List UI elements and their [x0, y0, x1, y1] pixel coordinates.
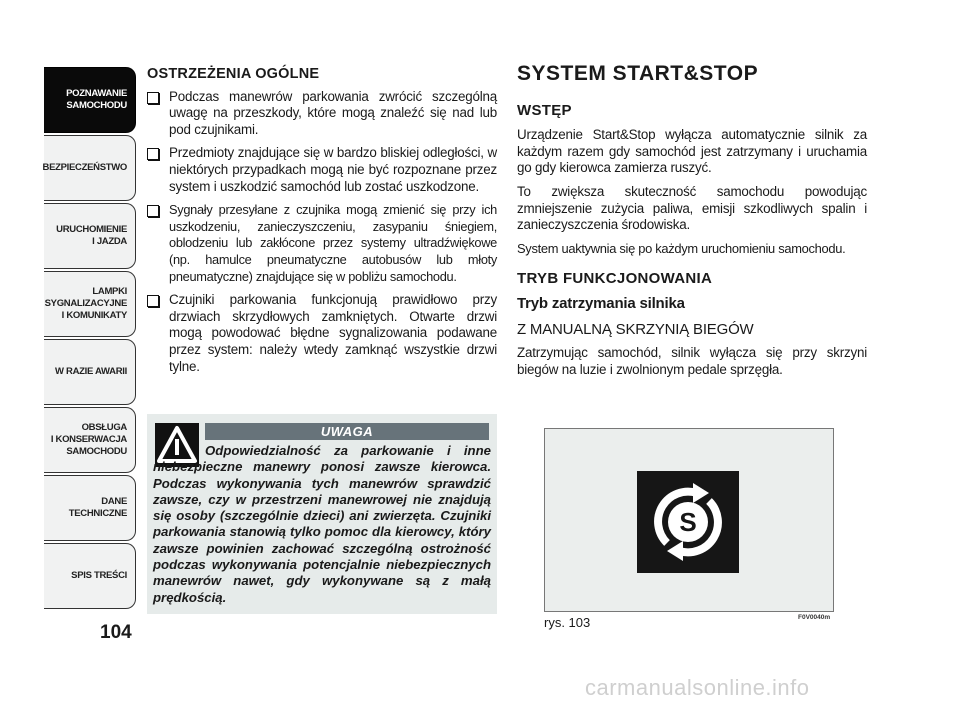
mode-subheading: Tryb zatrzymania silnika	[517, 294, 685, 312]
tab-bezpieczenstwo[interactable]: BEZPIECZEŃSTWO	[44, 135, 136, 201]
page-number: 104	[100, 622, 132, 643]
tab-obsluga-i-konserwacja[interactable]: OBSŁUGA I KONSERWACJA SAMOCHODU	[44, 407, 136, 473]
checkbox-bullet-icon	[147, 295, 159, 307]
left-column	[147, 66, 497, 382]
checkbox-bullet-icon	[147, 92, 159, 104]
warning-box	[147, 414, 497, 614]
tab-w-razie-awarii[interactable]: W RAZIE AWARII	[44, 339, 136, 405]
list-item	[147, 145, 497, 195]
figure-caption: rys. 103	[544, 615, 591, 630]
warning-title: UWAGA	[205, 423, 489, 440]
tab-poznawanie-samochodu[interactable]: POZNAWANIE SAMOCHODU	[44, 67, 136, 133]
tab-uruchomienie-i-jazda[interactable]: URUCHOMIENIE I JAZDA	[44, 203, 136, 269]
watermark: carmanualsonline.info	[585, 675, 810, 700]
tab-dane-techniczne[interactable]: DANE TECHNICZNE	[44, 475, 136, 541]
figure-code: F0V0040m	[798, 614, 831, 621]
warning-text: Odpowiedzialność za parkowanie i inne niebezpieczne manewry ponosi zawsze kierowca. Podczas wykonywania tych manewrów sprawdzić zawsze, czy w przestrzeni manewrowej nie znajdują się osoby (szczególnie dzieci) ani zwierzęta. Czujniki parkowania stanowią tylko pomoc dla kierowcy, który zawsze powinien zachować szczególną ostrożność podczas wykonywania potencjalnie niebezpiecznych manewrów nawet, gdy wykonywane są z małą prędkością.	[153, 443, 491, 605]
list-item-text: Czujniki parkowania funkcjonują prawidłowo przy drzwiach skrzydłowych zamkniętych. Otwarte drzwi mogą powodować błędne sygnalizowania podawane przez system: należy wtedy zamknąć wszystkie drzwi tylne.	[169, 292, 497, 374]
start-stop-letter: S	[679, 507, 697, 537]
gearbox-heading: Z MANUALNĄ SKRZYNIĄ BIEGÓW	[517, 320, 754, 338]
start-stop-icon	[637, 471, 739, 573]
list-item	[147, 89, 497, 139]
right-column	[517, 62, 867, 385]
mode-heading: TRYB FUNKCJONOWANIA	[517, 270, 713, 288]
figure-box	[544, 428, 834, 612]
list-item-text: Podczas manewrów parkowania zwrócić szczególną uwagę na przeszkody, które mogą znaleźć się nad lub pod czujnikami.	[169, 88, 497, 137]
paragraph: To zwiększa skuteczność samochodu powodując zmniejszenie zużycia paliwa, emisji szkodliwych spalin i zanieczyszczenia środowiska.	[517, 183, 867, 233]
checkbox-bullet-icon	[147, 205, 159, 217]
section-heading: OSTRZEŻENIA OGÓLNE	[147, 66, 320, 82]
paragraph: Zatrzymując samochód, silnik wyłącza się przy skrzyni biegów na luzie i zwolnionym pedale sprzęgła.	[517, 345, 867, 377]
paragraph: Urządzenie Start&Stop wyłącza automatycznie silnik za każdym razem gdy samochód jest zatrzymany i uruchamia go gdy kierowca zamierza ruszyć.	[517, 127, 867, 176]
checkbox-bullet-icon	[147, 148, 159, 160]
paragraph: System uaktywnia się po każdym uruchomieniu samochodu.	[517, 240, 846, 256]
page-title: SYSTEM START&STOP	[517, 62, 759, 85]
section-tabs	[44, 67, 136, 611]
list-item-text: Przedmioty znajdujące się w bardzo bliskiej odległości, w niektórych przypadkach mogą nie być rozpoznane przez system i uszkodzić samochód lub zostać uszkodzone.	[169, 145, 497, 194]
tab-lampki-sygnalizacyjne[interactable]: LAMPKI SYGNALIZACYJNE I KOMUNIKATY	[44, 271, 136, 337]
tab-spis-tresci[interactable]: SPIS TREŚCI	[44, 543, 136, 609]
intro-heading: WSTĘP	[517, 101, 572, 119]
list-item-text: Sygnały przesyłane z czujnika mogą zmienić się przy ich uszkodzeniu, zanieczyszczeniu, zasypaniu śniegiem, oblodzeniu lub zakłócone przez systemy ultradźwiękowe (np. hamulce pneumatyczne autobusów lub młoty pneumatyczne) znajdujące się w pobliżu samochodu.	[169, 202, 497, 284]
list-item	[147, 292, 497, 375]
list-item	[147, 202, 497, 285]
